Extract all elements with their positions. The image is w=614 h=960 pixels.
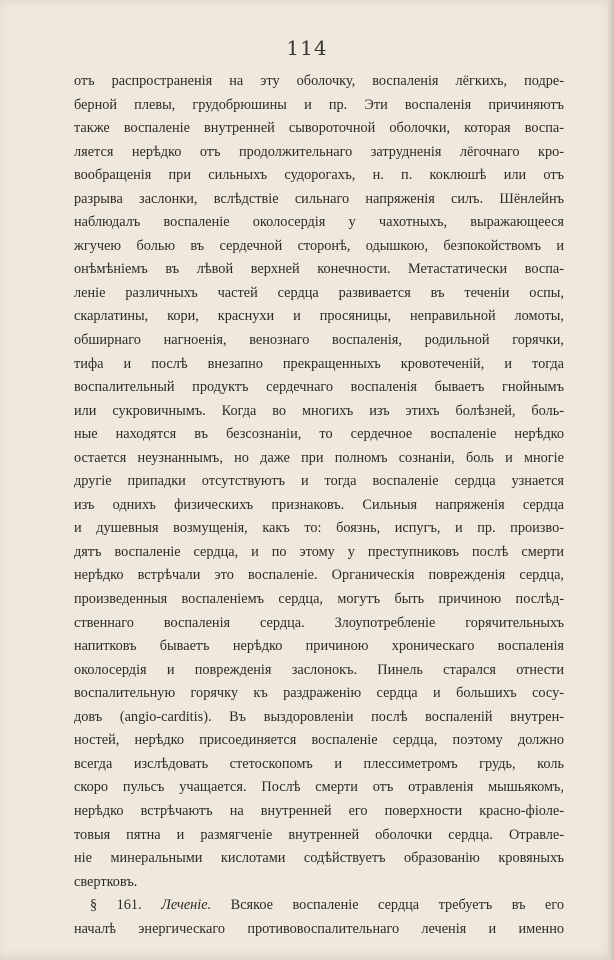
text-line: тифа и послѣ внезапно прекращенныхъ кровотеченій, и тогда bbox=[74, 355, 564, 372]
text-line: остается неузнаннымъ, но даже при полномъ сознаніи, боль и многіе bbox=[74, 449, 564, 466]
section-heading: Леченіе. bbox=[161, 897, 212, 914]
page-edge bbox=[608, 0, 614, 960]
text-line: ные находятся въ безсознаніи, то сердечное воспаленіе нерѣдко bbox=[74, 426, 564, 443]
text-line: околосердія и поврежденія заслонокъ. Пинель старался отнести bbox=[74, 661, 564, 678]
text-line: произведенныя воспаленіемъ сердца, могутъ быть причиною послѣд- bbox=[74, 591, 564, 608]
text-line: скоро пульсъ учащается. Послѣ смерти отъ отравленія мышьякомъ, bbox=[74, 779, 564, 796]
text-line: воспалительный продуктъ сердечнаго воспаленія бываетъ гнойнымъ bbox=[74, 379, 564, 396]
text-line: или сукровичнымъ. Когда во многихъ изъ этихъ болѣзней, боль- bbox=[74, 402, 564, 419]
text-line: обширнаго нагноенія, венознаго воспаленія, родильной горячки, bbox=[74, 332, 564, 349]
text-line: изъ однихъ физическихъ признаковъ. Сильныя напряженія сердца bbox=[74, 496, 564, 513]
text-line: вообращенія при сильныхъ судорогахъ, н. п. коклюшѣ или отъ bbox=[74, 167, 564, 184]
paragraph-2-first-line bbox=[74, 894, 564, 918]
text-line: всегда изслѣдовать стетоскопомъ и плессиметромъ грудь, коль bbox=[74, 755, 564, 772]
text-line: ніе минеральными кислотами содѣйствуетъ образованію кровяныхъ bbox=[74, 850, 564, 867]
text-line: ностей, нерѣдко присоединяется воспаленіе сердца, поэтому должно bbox=[74, 732, 564, 749]
text-line: и душевныя возмущенія, какъ то: боязнь, испугъ, и пр. произво- bbox=[74, 520, 564, 537]
text-line: разрыва заслонки, вслѣдствіе сильнаго напряженія силъ. Шёнлейнъ bbox=[74, 190, 564, 207]
text-line: нерѣдко встрѣчаютъ на внутренней его поверхности красно-фіоле- bbox=[74, 802, 564, 819]
text-line: дятъ воспаленіе сердца, и по этому у преступниковъ послѣ смерти bbox=[74, 543, 564, 560]
text-line: нерѣдко встрѣчали это воспаленіе. Органическія поврежденія сердца, bbox=[74, 567, 564, 584]
text-line: началѣ энергическаго противовоспалительнаго леченія и именно bbox=[74, 920, 564, 937]
text-line: наблюдалъ воспаленіе околосердія у чахотныхъ, выражающееся bbox=[74, 214, 564, 231]
text-line: скарлатины, кори, краснухи и просяницы, неправильной ломоты, bbox=[74, 308, 564, 325]
text-line: напитковъ бываетъ нерѣдко причиною хроническаго воспаленія bbox=[74, 638, 564, 655]
text-line: онѣмѣніемъ въ лѣвой верхней конечности. Метастатически воспа- bbox=[74, 261, 564, 278]
text-line: товыя пятна и размягченіе внутренней оболочки сердца. Отравле- bbox=[74, 826, 564, 843]
text-line: также воспаленіе внутренней сывороточной оболочки, которая воспа- bbox=[74, 120, 564, 137]
text-line: берной плевы, грудобрюшины и пр. Эти воспаленія причиняютъ bbox=[74, 96, 564, 113]
text-line: довъ (angio-carditis). Въ выздоровленіи послѣ воспаленій внутрен- bbox=[74, 708, 564, 725]
text-line: ляется нерѣдко отъ продолжительнаго затрудненія лёгочнаго кро- bbox=[74, 143, 564, 160]
text-line: другіе припадки отсутствуютъ и тогда воспаленіе сердца узнается bbox=[74, 473, 564, 490]
text-line: отъ распространенія на эту оболочку, воспаленія лёгкихъ, подре- bbox=[74, 73, 564, 89]
text-line: воспалительную горячку къ раздраженію сердца и большихъ сосу- bbox=[74, 685, 564, 702]
paragraph-2 bbox=[74, 918, 564, 942]
page-number: 114 bbox=[286, 36, 328, 60]
text-line: ственнаго воспаленія сердца. Злоупотребленіе горячительныхъ bbox=[74, 614, 564, 631]
text-line: жгучею болью въ сердечной сторонѣ, одышкою, безпокойствомъ и bbox=[74, 237, 564, 254]
text-line: свертковъ. bbox=[74, 873, 138, 890]
paragraph-2-first-line-text: Всякое воспаленіе сердца требуетъ въ его bbox=[230, 897, 564, 914]
paragraph-1 bbox=[74, 70, 564, 894]
page-text bbox=[74, 70, 564, 941]
text-line: леніе различныхъ частей сердца развивается въ теченіи оспы, bbox=[74, 284, 564, 301]
section-number: § 161. bbox=[90, 897, 142, 914]
